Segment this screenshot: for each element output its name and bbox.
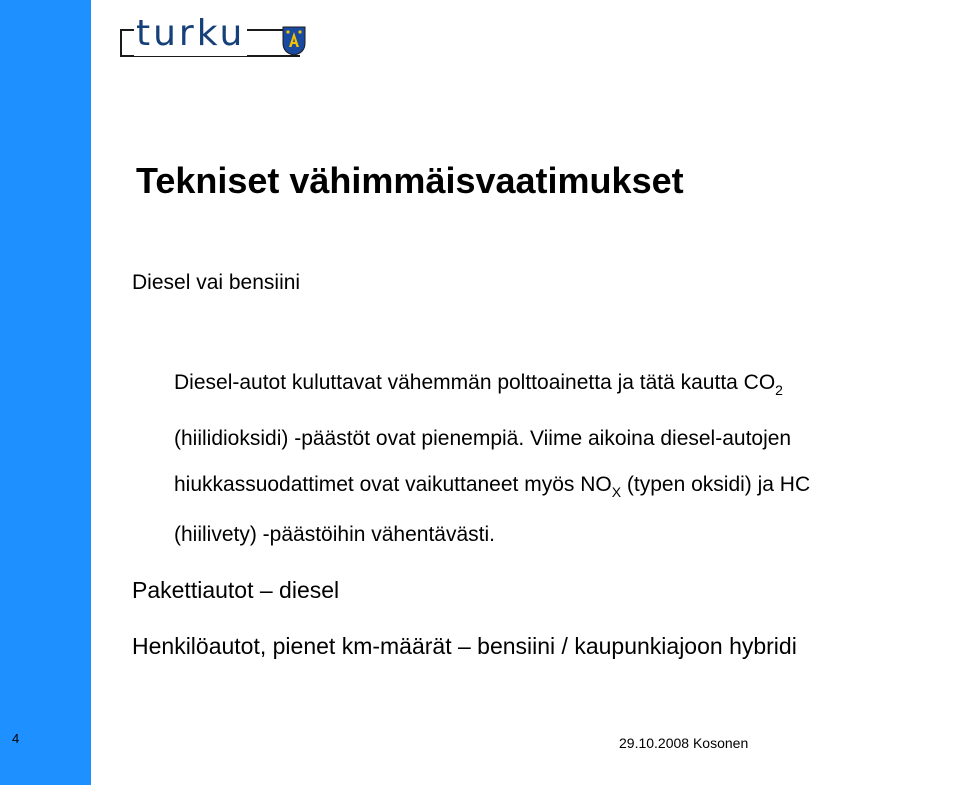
sub-bullet-line-3 (174, 472, 810, 505)
sub-bullet-line-1-text: Diesel-autot kuluttavat vähemmän polttoainetta ja tätä kautta CO (174, 371, 776, 394)
slide-title: Tekniset vähimmäisvaatimukset (136, 160, 684, 201)
nox-subscript: X (611, 484, 622, 500)
bullet-pakettiautot: Pakettiautot – diesel (132, 577, 340, 603)
turku-logo (120, 13, 310, 60)
logo-wordmark: turku (136, 13, 246, 54)
sub-bullet-line-4: (hiilivety) -päästöihin vähentävästi. (174, 523, 495, 546)
footer-date-author: 29.10.2008 Kosonen (619, 735, 749, 751)
sub-bullet-line-3-post: (typen oksidi) ja HC (621, 473, 811, 496)
bullet-diesel-vai-bensiini: Diesel vai bensiini (132, 271, 301, 294)
page-number: 4 (12, 731, 20, 746)
sub-bullet-line-2: (hiilidioksidi) -päästöt ovat pienempiä. Viime aikoina diesel-autojen (174, 427, 792, 450)
coat-of-arms-icon (282, 26, 306, 56)
co2-subscript: 2 (775, 382, 783, 398)
sub-bullet-line-1 (174, 370, 783, 403)
bullet-henkiloautot: Henkilöautot, pienet km-määrät – bensiini / kaupunkiajoon hybridi (132, 633, 797, 659)
side-bar (0, 0, 91, 785)
sub-bullet-line-3-pre: hiukkassuodattimet ovat vaikuttaneet myös NO (174, 473, 612, 496)
